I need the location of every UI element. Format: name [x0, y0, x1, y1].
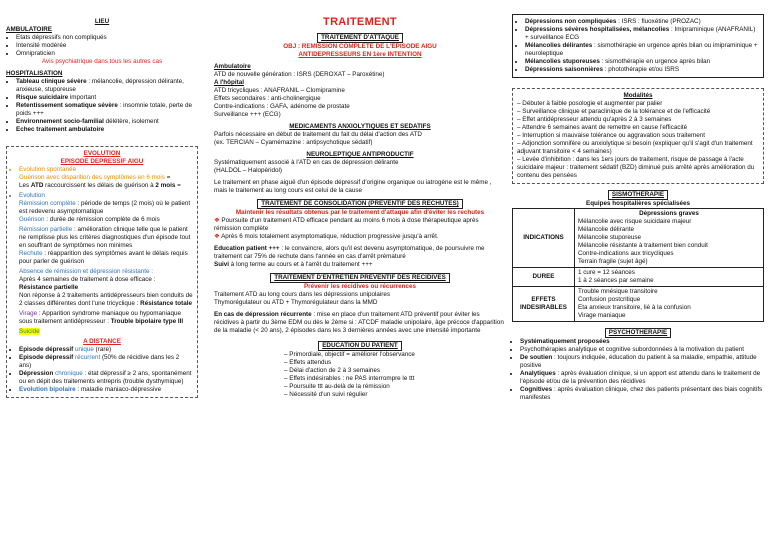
medicaments-line: (ex. TERCIAN – Cyamémazine : antipsychotique sédatif)	[214, 139, 373, 146]
table-header: DUREE	[513, 268, 575, 287]
suicide-label: Suicide	[19, 328, 40, 335]
medicaments-title: MEDICAMENTS ANXIOLYTIQUES ET SEDATIFS	[289, 123, 431, 130]
list-item: • Dépressions sévères hospitalisées, mélancolies : Imipraminique (ANAFRANIL) + surveillance ECG	[525, 26, 759, 42]
virage-text: Virage : Apparition syndrome maniaque ou hypomaniaque sous traitement antidépresseur : Trouble bipolaire type III	[19, 310, 184, 325]
depressions-list	[517, 18, 759, 74]
list-item: – Surveillance clinique et paraclinique de la tolérance et de l'efficacité	[517, 108, 711, 115]
list-item: • Retentissement somatique sévère : insomnie totale, perte de poids +++	[16, 102, 198, 118]
recurrente-text: En cas de dépression récurrente : mise en place d'un traitement ATD préventif pour éviter les récidives à partir du 3ème EDM ou dès le 2ème si : ATCDF maladie unipolaire, âge précoce d'apparition de la maladie (< 20 ans), 2 épisodes dans les 3 dernières années avec une intensité importante	[214, 311, 504, 334]
list-item: • Risque suicidaire important	[16, 94, 198, 102]
hospitalisation-title: HOSPITALISATION	[6, 70, 63, 77]
education-patient-title: EDUCATION DU PATIENT	[318, 341, 402, 351]
list-item: – Attendre 6 semaines avant de remettre en cause l'efficacité	[517, 124, 688, 131]
education-text: Education patient +++ : le convaincre, alors qu'il est devenu asymptomatique, de poursuivre me traitement car 75% de rechute dans l'année en cas d'arrêt prématuré	[214, 245, 485, 260]
list-item: • Dépressions non compliquées : ISRS : fluoxétine (PROZAC)	[525, 18, 759, 26]
list-item: • Episode dépressif récurrent (50% de récidive dans les 2 ans)	[19, 354, 193, 370]
atd-line: Les ATD raccourcissent les délais de guérison à 2 mois =	[19, 182, 181, 189]
table-row: EFFETS INDESIRABLES Trouble mnésique transitoire Confusion postcritique Eta anxieux transitoire, lié à la confusion Virage maniaque	[513, 287, 764, 322]
list-item: – Effets indésirables : ne PAS interrompre le ttt	[284, 375, 415, 382]
list-item: – Levée d'inhibition : dans les 1ers jours de traitement, risque de passage à l'acte suicidaire majeur : traitement sédatif (BZD) diminué puis arrêté après amélioration du contenu des pensées	[517, 156, 755, 179]
evolution-box	[6, 146, 198, 398]
list-item: – Délai d'action de 2 à 3 semaines	[284, 367, 381, 374]
neuroleptique-title: NEUROLEPTIQUE ANTIPRODUCTIF	[306, 151, 414, 158]
suivi-text: Suivi à long terme au cours et à l'arrêt du traitement +++	[214, 261, 373, 268]
list-item: • Mélancolies délirantes : sismothérapie en urgence après bilan ou imipraminique + neuroleptique	[525, 42, 759, 58]
list-item: • Systématiquement proposées	[520, 338, 764, 346]
bullet-icon: ❖	[214, 217, 220, 224]
hopital-line: Contre-indications : GAFA, adénome de prostate	[214, 103, 350, 110]
medicaments-line: Parfois nécessaire en début de traitement du fait du délai d'action des ATD	[214, 131, 422, 138]
list-item: • Psychothérapies analytique et cognitive subordonnées à la motivation du patient	[520, 346, 764, 354]
bullet-icon: ❖	[214, 233, 220, 240]
obj-line-2: ANTIDEPRESSEURS EN 1ère INTENTION	[298, 51, 422, 58]
list-item: • Evolution	[19, 192, 193, 200]
guerison-line: Guérison avec disparition des symptômes en 6 mois =	[19, 174, 171, 181]
list-item: • Evolution spontanée	[19, 166, 193, 174]
ambulatoire-list	[6, 34, 198, 58]
hopital-line: Surveillance +++ (ECG)	[214, 111, 281, 118]
list-item: – Nécessité d'un suivi régulier	[284, 391, 368, 398]
list-item: • Intensité modérée	[16, 42, 198, 50]
neuroleptique-line: Systématiquement associé à l'ATD en cas de dépression délirante	[214, 159, 399, 166]
consolidation-title: TRAITEMENT DE CONSOLIDATION (PREVENTIF DES RECHUTES)	[257, 199, 463, 209]
list-item: • Tableau clinique sévère : mélancolie, dépression délirante, anxieuse, stuporeuse	[16, 78, 198, 94]
sismotherapie-subtitle: Equipes hospitalières spécialisées	[586, 200, 690, 207]
consolidation-objective: Maintenir les résultats obtenus par le traitement d'attaque afin d'éviter les rechutes	[235, 209, 485, 216]
sismotherapie-title: SISMOTHERAPIE	[608, 190, 668, 200]
education-list	[214, 351, 506, 399]
hopital-line: ATD tricycliques : ANAFRANIL – Clomipramine	[214, 87, 345, 94]
list-item: • Evolution bipolaire : maladie maniaco-dépressive	[19, 386, 193, 394]
list-item: • Dépressions saisonnières : photothérapie et/ou ISRS	[525, 66, 759, 74]
ambulatoire-note: Avis psychiatrique dans tous les autres cas	[41, 58, 163, 65]
list-item: – Effet antidépresseur attendu qu'après 2 à 3 semaines	[517, 116, 672, 123]
table-row: DUREE 1 cure = 12 séances 1 à 2 séances par semaine	[513, 268, 764, 287]
amb-text: ATD de nouvelle génération : ISRS (DEROXAT – Paroxétine)	[214, 71, 385, 78]
absence-text: Après 4 semaines de traitement à dose efficace :	[19, 276, 156, 283]
traitement-title: TRAITEMENT	[323, 16, 397, 28]
left-column	[6, 0, 198, 398]
list-item: • Dépression chronique : état dépressif ≥ 2 ans, spontanément ou en dépit des traitements entrepris (trouble dysthymique)	[19, 370, 193, 386]
list-item: • Omnipraticien	[16, 50, 198, 58]
list-item: – Primordiale, objectif = améliorer l'observance	[284, 351, 415, 358]
amb-title: Ambulatoire	[214, 63, 251, 70]
hopital-line: Effets secondaires : anti-cholinergique	[214, 95, 321, 102]
list-item: • De soutien : toujours indiquée, éducation du patient à sa maladie, empathie, attitude positive	[520, 354, 764, 370]
hospitalisation-list	[6, 78, 198, 134]
attaque-title: TRAITEMENT D'ATTAQUE	[317, 33, 403, 43]
ambulatoire-title: AMBULATOIRE	[6, 26, 52, 33]
table-row: INDICATIONS Dépressions graves Mélancolie avec risque suicidaire majeur Mélancolie délirante Mélancolie stuporeuse Mélancolie résistante à traitement bien conduit Contre-indications aux tricycliques Terrain fragile (sujet âgé)	[513, 209, 764, 268]
a-distance-list	[11, 346, 193, 394]
list-item: – Interruption si mauvaise tolérance ou aggravation sous traitement	[517, 132, 705, 139]
entretien-line: Thymorégulateur ou ATD + Thymorégulateur dans la MMD	[214, 299, 378, 306]
neuroleptique-line: (HALDOL – Halopéridol)	[214, 167, 283, 174]
list-item: • Echec traitement ambulatoire	[16, 126, 198, 134]
consolidation-item: ❖ Poursuite d'un traitement ATD efficace pendant au moins 6 mois à dose thérapeutique après rémission complète	[214, 217, 479, 232]
consolidation-item: ❖ Après 6 mois totalement asymptomatique, réduction progressive jusqu'à arrêt.	[214, 233, 439, 240]
obj-line: OBJ : REMISSION COMPLETE DE L'EPISODE AIGU	[283, 43, 437, 50]
list-item: • Mélancolies stuporeuses : sismothérapie en urgence après bilan	[525, 58, 759, 66]
hopital-title: A l'hôpital	[214, 79, 244, 86]
resistance-text: Non réponse à 2 traitements antidépresseurs bien conduits de 2 classes différentes dont l'une tricyclique : Résistance totale	[19, 292, 193, 307]
list-item: – Adjonction somnifère ou anxiolytique si besoin (expliquer qu'il s'agit d'un traitement adjuvant transitoire < 4 semaines)	[517, 140, 753, 155]
evolution-title: EVOLUTION	[83, 150, 121, 157]
absence-title: Absence de rémission et dépression résistante :	[19, 268, 154, 275]
lieu-title: LIEU	[94, 18, 110, 25]
remission-complete: Rémission complète : période de temps (2 mois) où le patient est redevenu asymptomatique	[19, 200, 191, 215]
resistance-partielle: Résistance partielle	[19, 284, 79, 291]
list-item: • Cognitives : après évaluation clinique, chez des patients présentant des biais cognitifs manifestes	[520, 386, 764, 402]
entretien-title: TRAITEMENT D'ENTRETIEN PREVENTIF DES RECIDIVES	[270, 273, 450, 283]
entretien-objective: Prévenir les récidives ou récurrences	[303, 283, 416, 290]
a-distance-title: A DISTANCE	[83, 338, 121, 345]
phase-aigue-text: Le traitement en phase aiguë d'un épisode dépressif d'origine organique ou iatrogène est le même , mais le traitement au long cours est celui de la cause	[214, 179, 492, 194]
rechute-def: Rechute : réapparition des symptômes avant le délais requis pour parler de guérison	[19, 250, 188, 265]
remission-partielle: Rémission partielle : amélioration clinique telle que le patient ne remplisse plus les critères diagnostiques d'un épisode tout en souffrant de symptômes non minimes	[19, 226, 191, 249]
list-item: – Effets attendus	[284, 359, 332, 366]
middle-column	[214, 0, 506, 399]
evolution-subtitle: EPISODE DEPRESSIF AIGU	[60, 158, 144, 165]
list-item: • Episode dépressif unique (rare)	[19, 346, 193, 354]
list-item: – Débuter à faible posologie et augmenter par palier	[517, 100, 663, 107]
modalites-box	[512, 88, 764, 184]
evolution-list	[11, 166, 193, 174]
table-header: EFFETS INDESIRABLES	[513, 287, 575, 322]
list-item: • Environnement socio-familial délétère, isolement	[16, 118, 198, 126]
entretien-line: Traitement ATD au long cours dans les dépressions unipolaires	[214, 291, 391, 298]
table-header: INDICATIONS	[513, 209, 575, 268]
psychotherapie-title: PSYCHOTHERAPIE	[605, 328, 671, 338]
list-item: – Poursuite ttt au-delà de la rémission	[284, 383, 390, 390]
psychotherapie-list	[512, 338, 764, 402]
list-item: • Analytiques : après évaluation clinique, si un apport est attendu dans le traitement de l'épisode et/ou de la prévention des récidives	[520, 370, 764, 386]
modalites-title: Modalités	[623, 92, 653, 99]
list-item: • Etats dépressifs non compliqués	[16, 34, 198, 42]
sismotherapie-table	[512, 208, 764, 322]
right-column	[512, 0, 764, 402]
guerison-def: Guérison : durée de rémission complète de 6 mois	[19, 216, 160, 223]
depressions-box	[512, 14, 764, 78]
